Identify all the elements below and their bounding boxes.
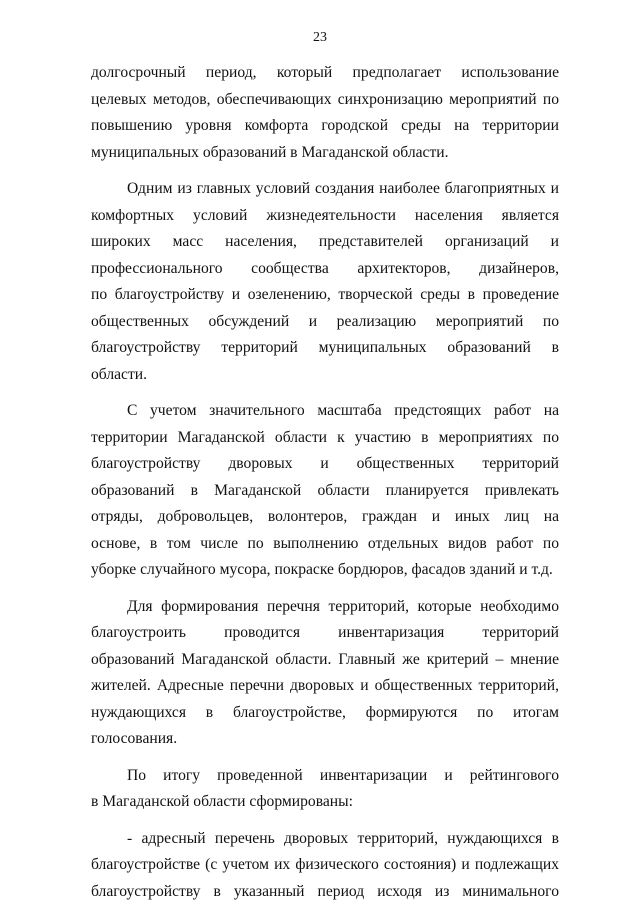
text-line: благоустроить проводится инвентаризация территорий [91,624,559,641]
text-line: жителей. Адресные перечни дворовых и общественных территорий, [91,677,559,694]
document-body [91,60,559,905]
text-line: благоустройству в указанный период исходя из минимального [91,882,559,900]
text-line: области. [91,365,148,383]
text-line: повышению уровня комфорта городской среды на территории [91,117,559,134]
text-line: целевых методов, обеспечивающих синхронизацию мероприятий по [91,90,559,108]
paragraph [91,763,559,816]
text-line: отряды, добровольцев, волонтеров, граждан и иных лиц на [91,508,559,525]
text-line: территории Магаданской области к участию в мероприятиях по [91,428,559,446]
text-line: образований в Магаданской области планируется привлекать [91,481,559,499]
text-line: Одним из главных условий создания наиболее благоприятных и [127,180,559,197]
text-line: голосования. [91,730,178,747]
page-number: 23 [313,30,327,45]
text-line: благоустройстве (с учетом их физического состояния) и подлежащих [91,856,559,873]
paragraph [91,398,559,584]
text-line: муниципальных образований в Магаданской области. [91,143,449,161]
text-line: комфортных условий жизнедеятельности населения является [91,206,559,224]
paragraph [91,826,559,905]
text-line: образований Магаданской области. Главный же критерий – мнение [91,650,559,668]
text-line: Для формирования перечня территорий, которые необходимо [127,597,559,615]
text-line: по благоустройству и озеленению, творческой среды в проведение [91,286,559,303]
text-line: уборке случайного мусора, покраске бордюров, фасадов зданий и т.д. [91,561,553,578]
text-line: С учетом значительного масштаба предстоящих работ на [127,402,559,419]
text-line: благоустройству территорий муниципальных образований в [91,339,559,356]
text-line: По итогу проведенной инвентаризации и рейтингового [127,766,559,784]
text-line: долгосрочный период, который предполагает использование [91,64,559,81]
text-line: профессионального сообщества архитекторов, дизайнеров, [91,259,559,277]
text-line: общественных обсуждений и реализацию мероприятий по [91,312,559,330]
paragraph [91,176,559,388]
text-line: широких масс населения, представителей организаций и [91,233,559,250]
text-line: основе, в том числе по выполнению отдельных видов работ по [91,534,559,552]
paragraph [91,594,559,753]
text-line: в Магаданской области сформированы: [91,793,353,810]
text-line: - адресный перечень дворовых территорий, нуждающихся в [127,829,559,847]
text-line: нуждающихся в благоустройстве, формируются по итогам [91,703,559,721]
paragraph [91,60,559,166]
text-line: благоустройству дворовых и общественных территорий [91,455,559,472]
